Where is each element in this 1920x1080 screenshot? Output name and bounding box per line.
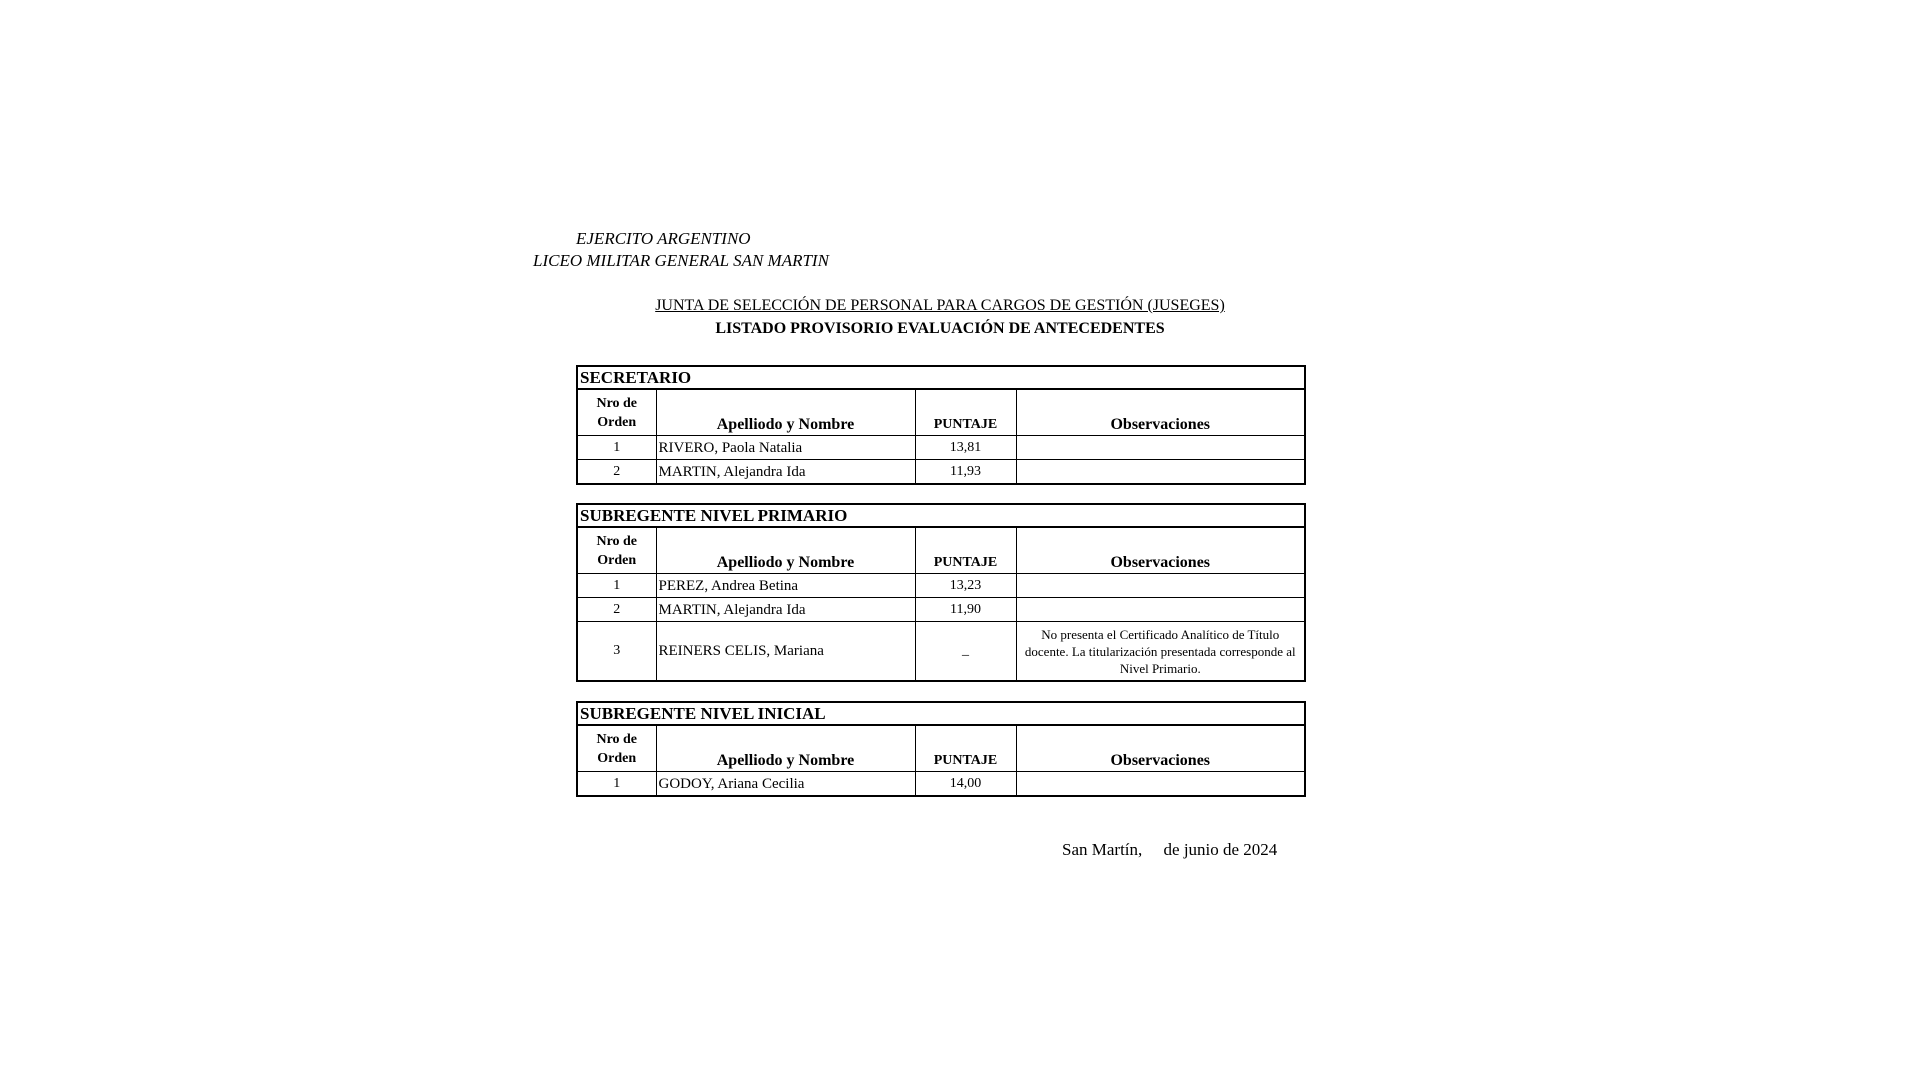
- cell-name: REINERS CELIS, Mariana: [656, 622, 915, 682]
- section-title-row: [577, 366, 1305, 389]
- list-title: LISTADO PROVISORIO EVALUACIÓN DE ANTECEDENTES: [715, 320, 1165, 337]
- column-header-score: PUNTAJE: [915, 527, 1016, 574]
- section-title: SECRETARIO: [577, 366, 1305, 389]
- column-header-order: Nro de Orden: [577, 725, 656, 772]
- cell-name: GODOY, Ariana Cecilia: [656, 772, 915, 797]
- cell-score: 13,23: [915, 574, 1016, 598]
- cell-order: 1: [577, 574, 656, 598]
- table-row: [577, 622, 1305, 682]
- cell-order: 2: [577, 460, 656, 485]
- section-table-secretario: [576, 365, 1306, 485]
- cell-score: _: [915, 622, 1016, 682]
- cell-name: MARTIN, Alejandra Ida: [656, 598, 915, 622]
- cell-observations: [1016, 598, 1305, 622]
- section-table-subregente-primario: [576, 503, 1306, 682]
- cell-order: 1: [577, 772, 656, 797]
- section-title: SUBREGENTE NIVEL INICIAL: [577, 702, 1305, 725]
- cell-observations: [1016, 574, 1305, 598]
- table-row: [577, 598, 1305, 622]
- cell-observations: No presenta el Certificado Analítico de Título docente. La titularización presentada corresponde al Nivel Primario.: [1016, 622, 1305, 682]
- column-header-observations: Observaciones: [1016, 389, 1305, 436]
- cell-score: 14,00: [915, 772, 1016, 797]
- footer-date: San Martín, de junio de 2024: [1062, 840, 1278, 859]
- cell-name: PEREZ, Andrea Betina: [656, 574, 915, 598]
- cell-order: 1: [577, 436, 656, 460]
- table-row: [577, 436, 1305, 460]
- cell-score: 11,93: [915, 460, 1016, 485]
- cell-name: RIVERO, Paola Natalia: [656, 436, 915, 460]
- cell-name: MARTIN, Alejandra Ida: [656, 460, 915, 485]
- table-row: [577, 574, 1305, 598]
- column-header-name: Apelliodo y Nombre: [656, 527, 915, 574]
- table-row: [577, 772, 1305, 797]
- cell-observations: [1016, 436, 1305, 460]
- column-header-row: [577, 527, 1305, 574]
- org-name-line1: EJERCITO ARGENTINO: [576, 229, 751, 248]
- cell-order: 2: [577, 598, 656, 622]
- table-row: [577, 460, 1305, 485]
- column-header-name: Apelliodo y Nombre: [656, 725, 915, 772]
- section-title: SUBREGENTE NIVEL PRIMARIO: [577, 504, 1305, 527]
- cell-observations: [1016, 460, 1305, 485]
- column-header-order: Nro de Orden: [577, 389, 656, 436]
- section-table-subregente-inicial: [576, 701, 1306, 797]
- column-header-row: [577, 725, 1305, 772]
- column-header-row: [577, 389, 1305, 436]
- column-header-order: Nro de Orden: [577, 527, 656, 574]
- section-title-row: [577, 702, 1305, 725]
- column-header-score: PUNTAJE: [915, 389, 1016, 436]
- cell-observations: [1016, 772, 1305, 797]
- column-header-name: Apelliodo y Nombre: [656, 389, 915, 436]
- column-header-observations: Observaciones: [1016, 725, 1305, 772]
- cell-score: 13,81: [915, 436, 1016, 460]
- section-title-row: [577, 504, 1305, 527]
- column-header-observations: Observaciones: [1016, 527, 1305, 574]
- cell-order: 3: [577, 622, 656, 682]
- column-header-score: PUNTAJE: [915, 725, 1016, 772]
- cell-score: 11,90: [915, 598, 1016, 622]
- board-title: JUNTA DE SELECCIÓN DE PERSONAL PARA CARGOS DE GESTIÓN (JUSEGES): [655, 297, 1225, 314]
- org-name-line2: LICEO MILITAR GENERAL SAN MARTIN: [533, 251, 829, 270]
